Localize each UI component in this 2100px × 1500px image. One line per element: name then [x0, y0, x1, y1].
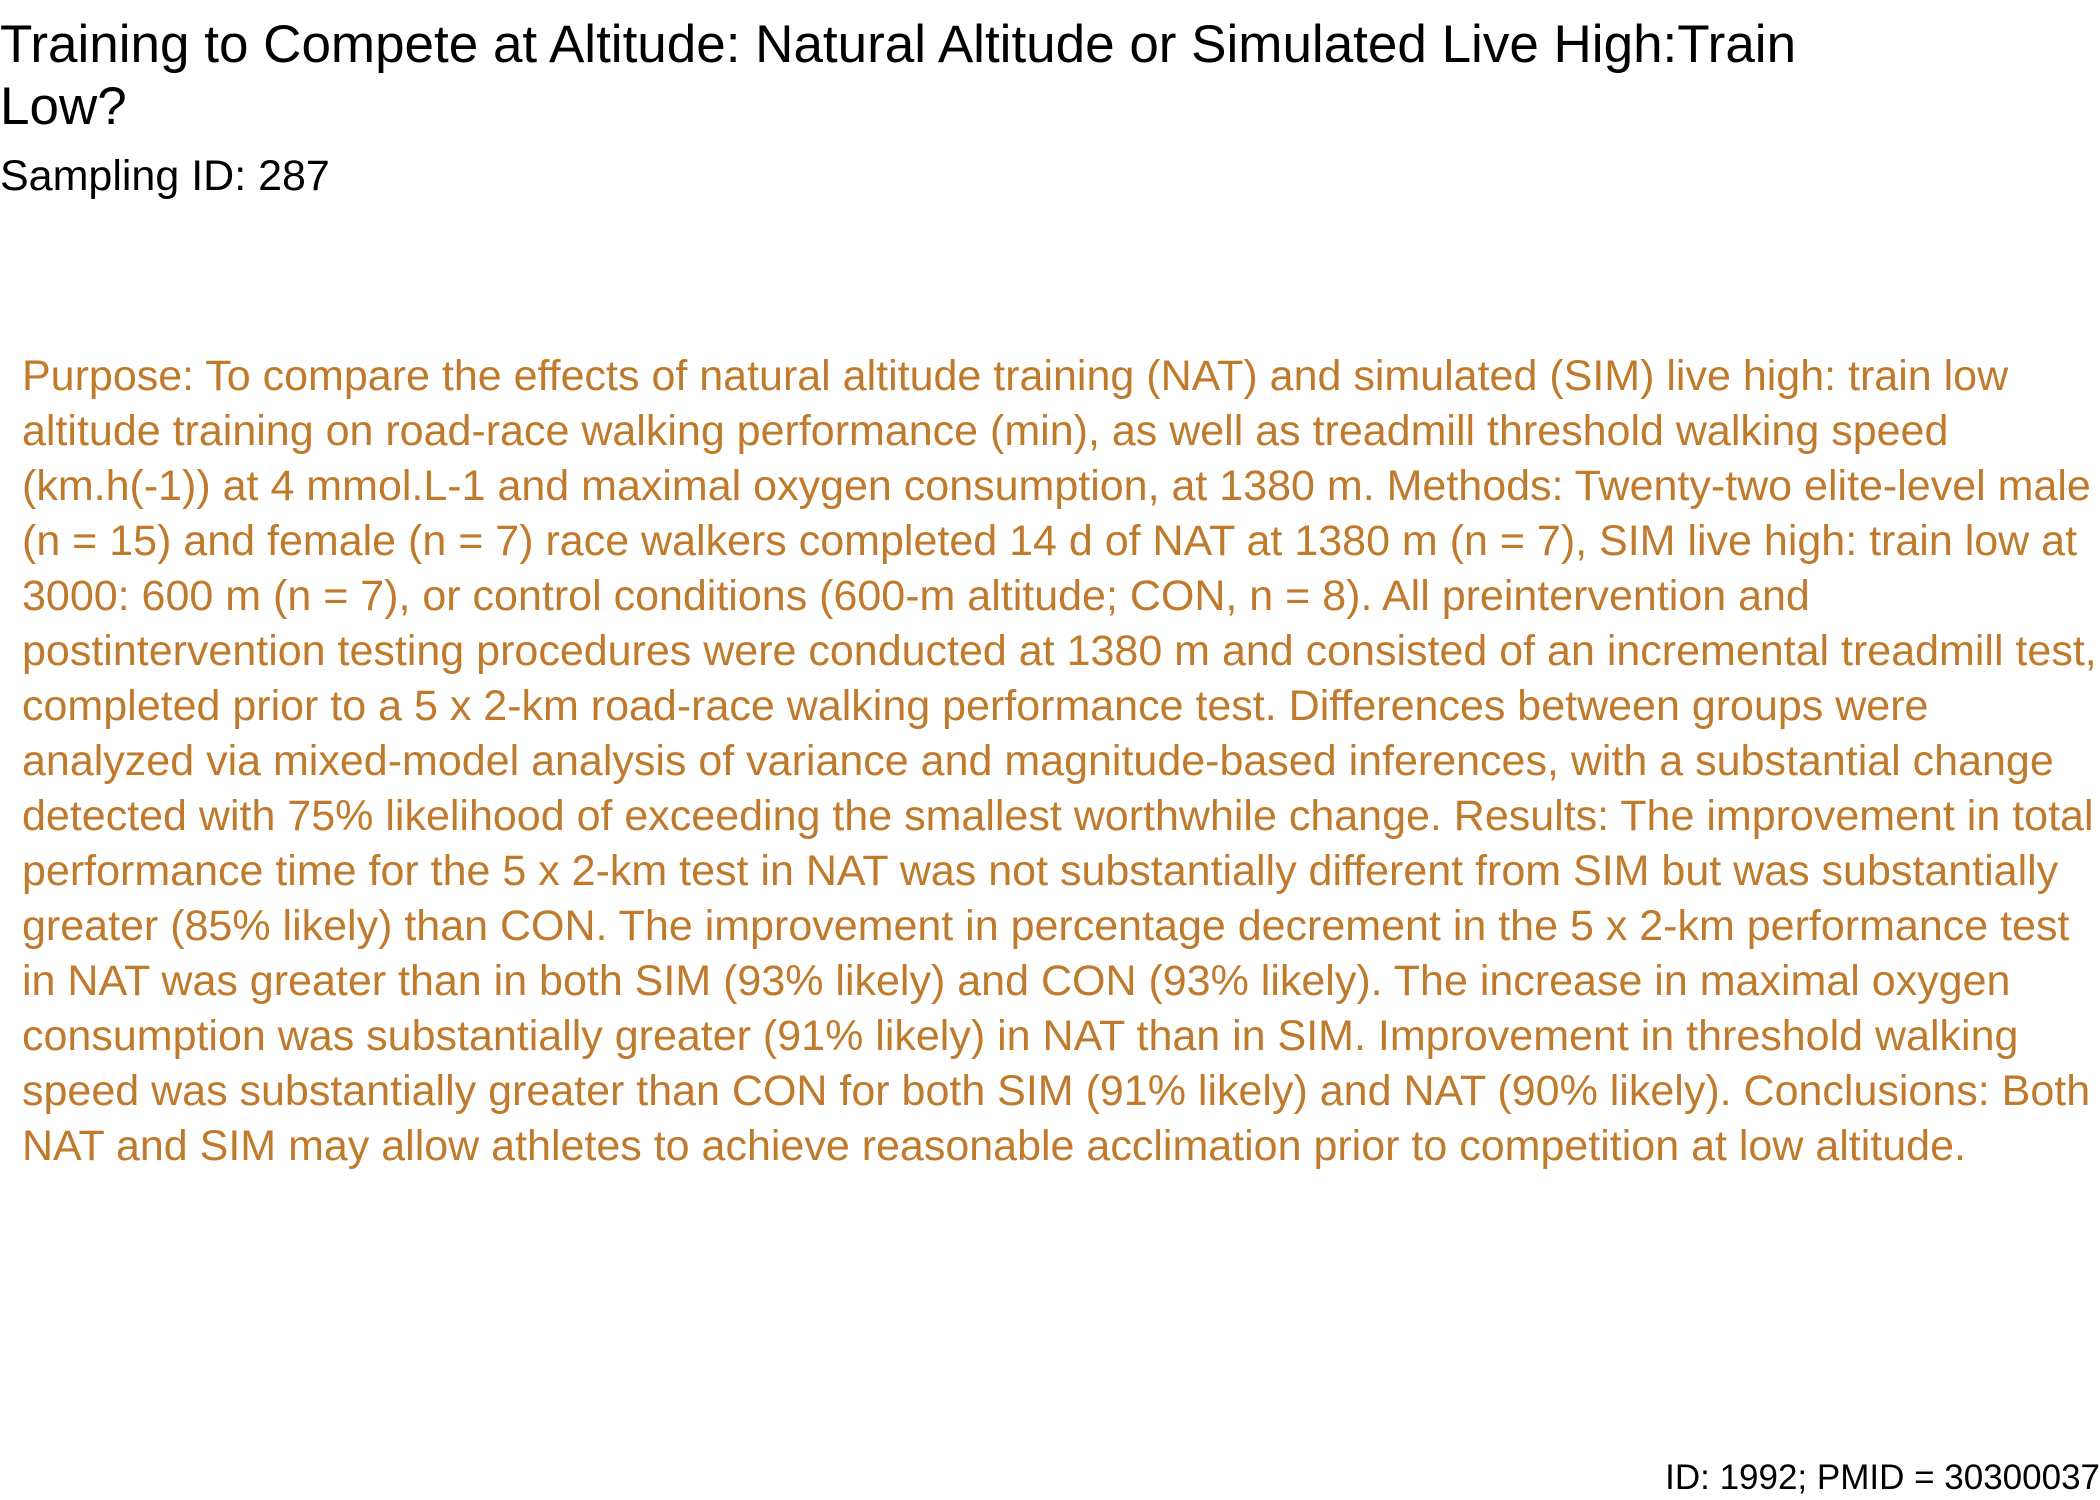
footer-id: ID: 1992; PMID = 30300037 — [1665, 1458, 2100, 1497]
page-title: Training to Compete at Altitude: Natural Altitude or Simulated Live High:Train Low? — [0, 15, 1797, 136]
abstract-text: Purpose: To compare the effects of natural altitude training (NAT) and simulated (SIM) live high: train low altitude training on road-race walking performance (min), as well as treadmill threshold walking speed (km.h(-1)) at 4 mmol.L-1 and maximal oxygen consumption, at 1380 m. Methods: Twenty-two elite-level male (n = 15) and female (n = 7) race walkers completed 14 d of NAT at 1380 m (n = 7), SIM live high: train low at 3000: 600 m (n = 7), or control conditions (600-m altitude; CON, n = 8). All preintervention and postintervention testing procedures were conducted at 1380 m and consisted of an incremental treadmill test, completed prior to a 5 x 2-km road-race walking performance test. Differences between groups were analyzed via mixed-model analysis of variance and magnitude-based inferences, with a substantial change detected with 75% likelihood of exceeding the smallest worthwhile change. Results: The improvement in total performance time for the 5 x 2-km test in NAT was not substantially different from SIM but was substantially greater (85% likely) than CON. The improvement in percentage decrement in the 5 x 2-km performance test in NAT was greater than in both SIM (93% likely) and CON (93% likely). The increase in maximal oxygen consumption was substantially greater (91% likely) in NAT than in SIM. Improvement in threshold walking speed was substantially greater than CON for both SIM (91% likely) and NAT (90% likely). Conclusions: Both NAT and SIM may allow athletes to achieve reasonable acclimation prior to competition at low altitude. — [22, 352, 2097, 1170]
sampling-id: Sampling ID: 287 — [0, 152, 330, 200]
